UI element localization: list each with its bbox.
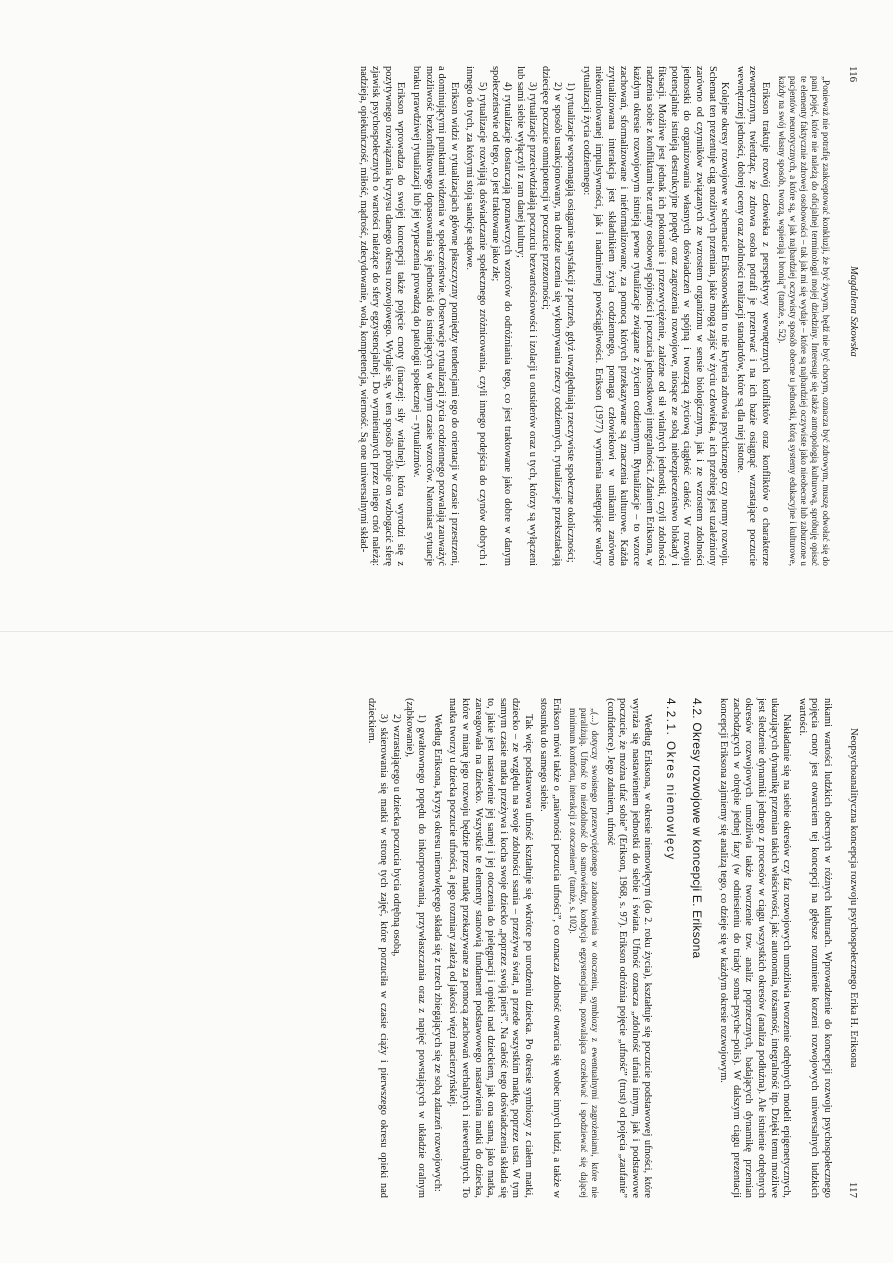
right-list-item: 3) skierowania się matki w stronę tych zajęć, które porzuciła w czasie ciąży i pierwszego okresu opieki nad dzieckiem. — [365, 698, 390, 1198]
left-list-item: 4) rytualizacje dostarczają poznawczych wzorców do odróżniania tego, co jest traktowane jako dobre w danym społeczeństwie od tego, co jest traktowane jako złe; — [489, 66, 514, 566]
right-paragraph-6: Według Eriksona, kryzys okresu niemowlęcego składa się z trzech zbiegających się ze sobą zdarzeń rozwojowych: — [431, 714, 443, 1192]
left-page-number: 116 — [847, 66, 859, 83]
right-running-title: Neopsychoanalityczna koncepcja rozwoju psychospołecznego Erika H. Eriksona — [848, 728, 859, 1068]
left-quote: „Ponieważ nie potrafię zaakceptować konkluzji, że być żywym, będź nie być chorym, oznacza być zdrowym, muszę odwołać się do pani pojęć, które nie należą do oficjalnej terminologii mojej dziedziny. Interesuje się także antropologią kulturową, spróbuję opisać te elementy faktycznie zdrowej osobowości – tak jak mi się wydaje – które są najbardziej oczywiste jako nieobecne lub zaburzone u pacjentów neurotycznych, a które są, w jak najbardziej oczywisty sposób obecne u jednostki, którą systemy edukacyjne i kulturowe, każdy na swój własny sposób, tworzą, wspierają i bronią” (tamże, s. 52). — [777, 76, 831, 566]
section-heading: 4.2. Okresy rozwojowe w koncepcji E. Eriksona — [689, 698, 704, 959]
subsection-heading: 4.2.1. Okres niemowlęcy — [664, 698, 677, 861]
right-page-body — [361, 698, 833, 1198]
left-list-item: 3) rytualizacje przeciwdziałają poczuciu bezwartościowości i izolacji u outsiderów oraz u tych, którzy są wyłączeni lub sami siebie wyłączyli z ram danej kultury; — [514, 66, 539, 566]
right-page-number: 117 — [847, 1181, 859, 1198]
right-paragraph-5: Tak więc podstawowa ufność kształtuje się wkrótce po urodzeniu dziecka. Po okresie symbiozy z ciałem matki, dziecko – ze względu na swoje zdolności ssania – przeżywa świat, a przede wszystkim matkę, poprzez usta. W tym samym czasie matka przeżywa i kocha swoje dziecko „poprzez swoją pierś”. Na całość tego doświadczenia składa się to, jakie jest nastawienie jej samej i jej otoczenia do pielęgnacji i opieki nad dzieckiem, jak ona sama, jako matka, zareagowała na dziecko. Wszystkie te elementy stanowią fundament podstawowego nastawienia matki do dziecka, które w miarę jego rozwoju będzie przez matkę przekazywane za pomocą zachowań werbalnych i niewerbalnych. To matka tworzy u dziecka poczucie ufności, a jego rozmiary zależą od jakości więzi macierzyńskiej. — [447, 698, 534, 1198]
right-paragraph-1: nikami wartości ludzkich obecnych w różnych kulturach. Wprowadzenie do koncepcji rozwoju psychospołecznego pojęcia cnoty jest otwarciem tej koncepcji na głębsze rozumienie korzeni rozwojowych uniwersalnych ludzkich wartości. — [796, 698, 833, 1198]
left-list-item: 5) rytualizacje rozwijają doświadczanie społecznego zróżnicowania, czyli innego podejścia do czynów dobrych i innego do tych, za którymi stoją sankcje sądowe. — [464, 66, 488, 566]
left-page-body — [353, 66, 833, 566]
left-list-item: 1) rytualizacje wspomagają osiąganie satysfakcji z potrzeb, gdyż uwzględniają rzeczywiste społeczne okoliczności; — [565, 82, 577, 563]
right-quote: „(...) dotyczy swoistego przezwyciężonego zadomowienia w otoczeniu, symbiozy z ewentualnymi zagrożeniami, które nie paraliżują. Ufność to niezdolność do samowiedzy, kondycja egzystencjalna, pozwalająca oczekiwać i spodziewać się dającej minimum komfortu, interakcji z otoczeniem” (tamże, s. 102). — [568, 708, 601, 1198]
left-paragraph-4: Erikson wprowadza do swojej koncepcji także pojęcie cnoty (inaczej: siły witalnej), która wyrodzi się z pozytywnego rozwiązania kryzysu danego okresu rozwojowego. Wydaje się, w ten sposób próbuje on wzbogacić sferę zjawisk psychospołecznych o wartości należące do sfery egzystencjalnej. Do wymienianych przez niego cnót należą: nadzieja, opiekuńczość, miłość, mądrość, zdecydowanie, wola, kompetencja, wierność. Są one uniwersalnymi skład- — [357, 66, 407, 566]
left-paragraph-2: Kolejne okresy rozwojowe w schemacie Eriksonowskim to nie kryteria zdrowia psychicznego czy normy rozwoju. Schemat ten prezentuje ciąg możliwych przemian, jakie mogą zajść w życiu człowieka, a ich przebieg jest uzależniony zarówno od czynników związanych ze wzrostem organizmu w sensie biologicznym, jak i ze wzrostem zdolności jednostki do organizowania własnych doświadczeń w spójną i tworzącą życiową ciągłość całość. W rozwoju potencjalnie istnieją destrukcyjne popędy oraz zagrożenia rozwojowe, niosące ze sobą niebezpieczeństwo blokady i fiksacji. Możliwe jest jednak ich pokonanie i przezwyciężenie, zależne od sił witalnych jednostki, czyli zdolności radzenia sobie z konfliktami bez utraty osobowej spójności i poczucia jednostkowej integralności. Zdaniem Eriksona, w każdym okresie rozwojowym istnieją pewne rytualizacje związane z życiem codziennym. Rytualizacje – to wzorce zachowań, sformalizowane i nieformalizowane, za pomocą których przekazywane są znaczenia kulturowe. Każda zrytualizowana interakcja jest składnikiem życia codziennego, pomaga człowiekowi w unikaniu zarówno niekontrolowanej impulsywności, jak i nadmiernej powściągliwości. Erikson (1977) wymienia następujące walory rytualizacji życia codziennego: — [580, 66, 731, 566]
right-paragraph-4: Erikson mówi także o „naiwności poczucia ufności”, co oznacza zdolność otwarcia się wobec innych ludzi, a także w stosunku do samego siebie. — [538, 698, 563, 1198]
left-paragraph-1: Erikson traktuje rozwój człowieka z perspektywy wewnętrznych konfliktów oraz konfliktów o charakterze zewnętrznym, twierdząc, że zdrowa osoba potrafi je przetrwać i na ich bazie osiągnąć wzrastające poczucie wewnętrznej jedności, dobrej oceny oraz zdolności realizacji standardów, które są dla niej istotne. — [734, 66, 771, 566]
right-list-item: 2) wzrastającego u dziecka poczucia bycia odrębną osobą, — [390, 714, 402, 957]
left-running-title: Magdalena Szkowska — [848, 266, 859, 357]
right-paragraph-3: Według Eriksona, w okresie niemowlęcym (do 2. roku życia), kształtuje się poczucie podstawowej ufności, które wyraża się nastawieniem jednostki do siebie i świata. Ufność oznacza „zdolność ufania innym, jak i podstawowe poczucie, że można ufać sobie” (Erikson, 1968, s. 97). Erikson odróżnia pojęcie „ufność” (trust) od pojęcia „zaufanie” (confidence). Jego zdaniem, ufność — [604, 698, 654, 1198]
left-page — [0, 0, 893, 631]
right-page — [0, 632, 893, 1263]
right-list — [364, 698, 427, 1198]
left-list-item: 2) w sposób usankcjonowany, na drodze uczenia się wykonywania rzeczy codziennych, rytualizacje przekształcają dziecięce poczucie omnipotencji w poczucie przezorności; — [539, 66, 564, 566]
right-list-item: 1) gwałtownego popędu do inkorporowania, przywłaszczania oraz z napięć powstających w układzie oralnym (ząbkowanie), — [403, 698, 428, 1198]
right-paragraph-2: Nakładanie się na siebie okresów czy faz rozwojowych umożliwia tworzenie odrębnych modeli epigenetycznych, ukazujących dynamikę przemian takich właściwości, jak: autonomia, tożsamość, integralność itp. Dzięki temu możliwe jest śledzenie dynamiki jednego z procesów w ciągu wszystkich okresów (analiza podłużna). Ale istnienie odrębnych okresów rozwojowych umożliwia także tworzenie tzw. analiz poprzecznych, badających dynamikę przemian zachodzących w obrębie jednej fazy (w odniesieniu do triady soma–psyche–polis). W dalszym ciągu prezentacji koncepcji Eriksona zajmiemy się analizą tego, co dzieje się w każdym okresie rozwojowym. — [718, 698, 793, 1198]
left-list — [463, 66, 576, 566]
left-paragraph-3: Erikson widzi w rytualizacjach główne płaszczyzny pomiędzy tendencjami ego do orientacji w czasie i przestrzeni, a dominującymi punktami widzenia w społeczeństwie. Obserwacje rytualizacji życia codziennego pozwalają zauważyć możliwość bezkonfliktowego dopasowania się jednostki do istniejących w danym czasie wzorców. Natomiast sytuacje braku prawdziwej rytualizacji lub jej wypaczenia prowadzą do patologii społecznej – rytualizmów. — [410, 66, 460, 566]
